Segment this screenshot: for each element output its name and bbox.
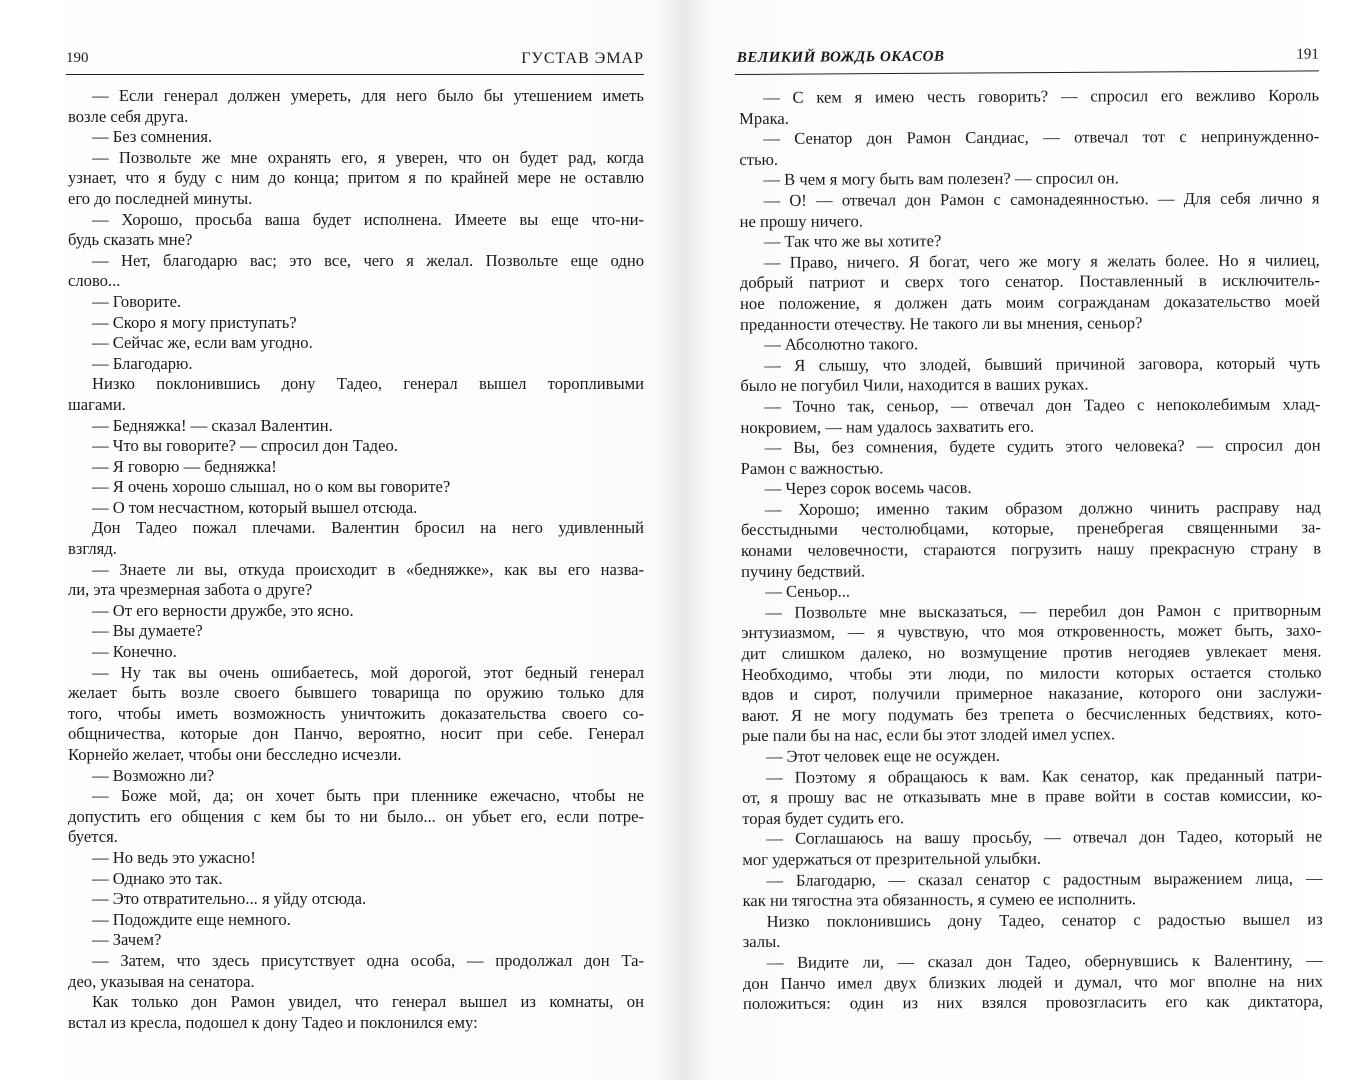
text-line: — Позвольте мне высказаться, — перебил дон Рамон с притворным bbox=[765, 600, 1322, 622]
text-line: — Вы, без сомнения, будете судить этого человека? — спросил дон bbox=[764, 435, 1321, 457]
text-line: было не погубил Чили, находится в ваших руках. bbox=[740, 374, 1089, 396]
text-line: — Я говорю — бедняжка! bbox=[92, 456, 277, 476]
text-line: допустить его общения с кем бы то ни было... он убьет его, если потре- bbox=[68, 806, 644, 826]
text-line: — Но ведь это ужасно! bbox=[92, 847, 256, 867]
text-line: возле себя друга. bbox=[68, 106, 189, 126]
text-line: Корнейо желает, чтобы они бесследно исчезли. bbox=[68, 745, 402, 764]
text-line: желает быть возле своего бывшего товарища по оружию только для bbox=[68, 683, 644, 703]
text-line: — Затем, что здесь присутствует одна особа, — продолжал дон Та- bbox=[92, 950, 644, 970]
text-line: — Это отвратительно... я уйду отсюда. bbox=[92, 889, 367, 909]
text-line: — Благодарю, — сказал сенатор с радостным выражением лица, — bbox=[766, 868, 1323, 890]
text-line: ное положение, я должен дать моим согражданам доказательство моей bbox=[739, 291, 1320, 313]
text-line: — О! — отвечал дон Рамон с самонадеянностью. — Для себя лично я bbox=[763, 188, 1320, 210]
text-line: Необходимо, чтобы эти люди, по милости которых остается столько bbox=[741, 662, 1322, 684]
text-line: — Боже мой, да; он хочет быть при пленнике ежечасно, чтобы не bbox=[92, 786, 644, 806]
text-line: — Однако это так. bbox=[92, 868, 223, 888]
text-line: слово... bbox=[68, 271, 121, 291]
text-line: буется. bbox=[68, 827, 118, 847]
text-line: — Бедняжка! — сказал Валентин. bbox=[92, 415, 333, 435]
text-line: бесстыдными честолюбцами, которые, пренебрегая священными за- bbox=[740, 517, 1321, 540]
page-number: 191 bbox=[1296, 46, 1319, 63]
text-line: общничества, которые дон Панчо, вероятно, носит при себе. Генерал bbox=[68, 724, 644, 744]
text-line: ли, эта чрезмерная забота о друге? bbox=[68, 580, 313, 600]
text-line: того, чтобы иметь возможность уничтожить доказательства своего со- bbox=[68, 703, 644, 723]
text-line: — Зачем? bbox=[92, 930, 162, 950]
text-line: — Точно так, сеньор, — отвечал дон Тадео с непоколебимым хлад- bbox=[764, 394, 1321, 416]
text-line: его до последней минуты. bbox=[68, 188, 253, 208]
text-line: — Скоро я могу приступать? bbox=[92, 312, 297, 332]
text-line: не прошу ничего. bbox=[739, 211, 864, 231]
text-line: добрый патриот и сверх того сенатор. Поставленный в исключитель- bbox=[739, 270, 1320, 293]
text-line: — Этот человек еще не осужден. bbox=[765, 745, 1001, 766]
text-line: — Что вы говорите? — спросил дон Тадео. bbox=[92, 436, 398, 456]
text-line: — Конечно. bbox=[92, 642, 177, 662]
text-line: — Вы думаете? bbox=[92, 621, 203, 641]
text-line: шагами. bbox=[68, 394, 126, 414]
text-line: от, я прошу вас не отказывать мне в праве войти в состав комиссии, ко- bbox=[742, 785, 1323, 808]
text-line: — Право, ничего. Я богат, чего же могу я желать более. Но я чилиец, bbox=[763, 250, 1320, 272]
text-line: — Так что же вы хотите? bbox=[763, 231, 942, 252]
text-line: Низко поклонившись дону Тадео, сенатор с радостью вышел из bbox=[766, 909, 1323, 931]
text-line: нокровием, — нам удалось захватить его. bbox=[740, 416, 1035, 437]
running-head-title: ВЕЛИКИЙ ВОЖДЬ ОКАСОВ bbox=[736, 48, 945, 66]
text-line: — Без сомнения. bbox=[92, 127, 213, 147]
running-head-author: ГУСТАВ ЭМАР bbox=[521, 50, 644, 67]
text-line: — Если генерал должен умереть, для него было бы утешением иметь bbox=[92, 86, 644, 105]
text-line: — Благодарю. bbox=[92, 353, 193, 373]
page-number: 190 bbox=[66, 50, 89, 66]
text-line: — Сеньор... bbox=[765, 581, 851, 602]
text-line: — С кем я имею честь говорить? — спросил его вежливо Король bbox=[762, 85, 1320, 107]
right-page-text bbox=[739, 85, 1323, 1014]
text-line: положиться: один из них взялся провозгласить его как диктатора, bbox=[742, 991, 1324, 1014]
text-line: пучину бедствий. bbox=[741, 561, 866, 581]
text-line: — О том несчастном, который вышел отсюда. bbox=[92, 497, 418, 517]
text-line: взгляд. bbox=[68, 539, 117, 559]
text-line: Как только дон Рамон увидел, что генерал вышел из комнаты, он bbox=[92, 992, 644, 1012]
text-line: как ни тягостна эта обязанность, я сумею ее исполнить. bbox=[742, 889, 1137, 911]
text-line: конами человечности, стараются погрузить нашу прекрасную страну в bbox=[740, 538, 1322, 561]
text-line: — Абсолютно такого. bbox=[764, 334, 919, 355]
text-line: део, указывая на сенатора. bbox=[68, 971, 255, 991]
text-line: — В чем я могу быть вам полезен? — спросил он. bbox=[763, 168, 1119, 190]
text-line: мог удержаться от презрительной улыбки. bbox=[742, 848, 1042, 869]
text-line: узнает, что я буду с ним до конца; притом я по крайней мере не оставлю bbox=[68, 168, 644, 188]
text-line: рые пали бы на нас, если бы этот злодей имел успех. bbox=[741, 724, 1116, 746]
text-line: вают. Я не могу подумать без трепета о бесчисленных бедствиях, кото- bbox=[741, 703, 1322, 725]
text-line: — Сейчас же, если вам угодно. bbox=[92, 333, 313, 353]
text-line: дит слишком далеко, но возмущение против негодяев увлекает меня. bbox=[741, 641, 1322, 664]
text-line: вдов и сирот, получили примерное наказание, которого они заслужи- bbox=[741, 682, 1322, 705]
text-line: — Позвольте же мне охранять его, я уверен, что он будет рад, когда bbox=[92, 147, 644, 167]
text-line: — Я слышу, что злодей, бывший причиной заговора, который чуть bbox=[764, 353, 1321, 375]
text-line: Дон Тадео пожал плечами. Валентин бросил на него удивленный bbox=[92, 518, 644, 538]
text-line: — Видите ли, — сказал дон Тадео, обернувшись к Валентину, — bbox=[766, 950, 1323, 972]
text-line: — Ну так вы очень ошибаетесь, мой дорогой, этот бедный генерал bbox=[92, 662, 644, 682]
text-line: преданности отечеству. Не такого ли вы мнения, сеньор? bbox=[739, 312, 1143, 334]
right-page-header bbox=[735, 44, 1319, 75]
text-line: — Нет, благодарю вас; это все, чего я желал. Позвольте еще одно bbox=[92, 250, 644, 270]
text-line: — Возможно ли? bbox=[92, 765, 215, 785]
text-line: — Соглашаюсь на вашу просьбу, — отвечал дон Тадео, который не bbox=[766, 826, 1323, 849]
text-line: — Говорите. bbox=[92, 291, 182, 311]
text-line: встал из кресла, подошел к дону Тадео и поклонился ему: bbox=[68, 1012, 478, 1032]
left-page-header bbox=[66, 48, 644, 75]
left-page bbox=[0, 0, 683, 1080]
text-line: — Знаете ли вы, откуда происходит в «бедняжке», как вы его назва- bbox=[92, 559, 644, 579]
text-line: — Хорошо; именно таким образом должно чинить расправу над bbox=[764, 497, 1321, 519]
text-line: стью. bbox=[739, 149, 779, 169]
text-line: — Через сорок восемь часов. bbox=[764, 478, 972, 499]
text-line: Рамон с важностью. bbox=[740, 458, 884, 478]
text-line: торая будет судить его. bbox=[742, 808, 905, 828]
text-line: — Я очень хорошо слышал, но о ком вы говорите? bbox=[92, 477, 451, 497]
text-line: Низко поклонившись дону Тадео, генерал вышел торопливыми bbox=[92, 374, 644, 394]
text-line: будь сказать мне? bbox=[68, 230, 193, 250]
text-line: — Хорошо, просьба ваша будет исполнена. Имеете вы еще что-ни- bbox=[92, 209, 644, 229]
text-line: — Сенатор дон Рамон Сандиас, — отвечал тот с непринужденно- bbox=[763, 126, 1320, 149]
text-line: — От его верности дружбе, это ясно. bbox=[92, 600, 354, 620]
text-line: дон Панчо имел двух близких людей и думал, что мог вполне на них bbox=[742, 970, 1323, 993]
text-line: — Поэтому я обращаюсь к вам. Как сенатор, как преданный патри- bbox=[765, 765, 1323, 787]
right-page bbox=[683, 0, 1367, 1080]
left-page-text bbox=[68, 86, 644, 1033]
text-line: залы. bbox=[742, 932, 781, 952]
text-line: энтузиазмом, — я чувствую, что моя откровенность, может быть, захо- bbox=[741, 620, 1322, 643]
text-line: Мрака. bbox=[739, 108, 789, 128]
text-line: — Подождите еще немного. bbox=[92, 909, 291, 929]
